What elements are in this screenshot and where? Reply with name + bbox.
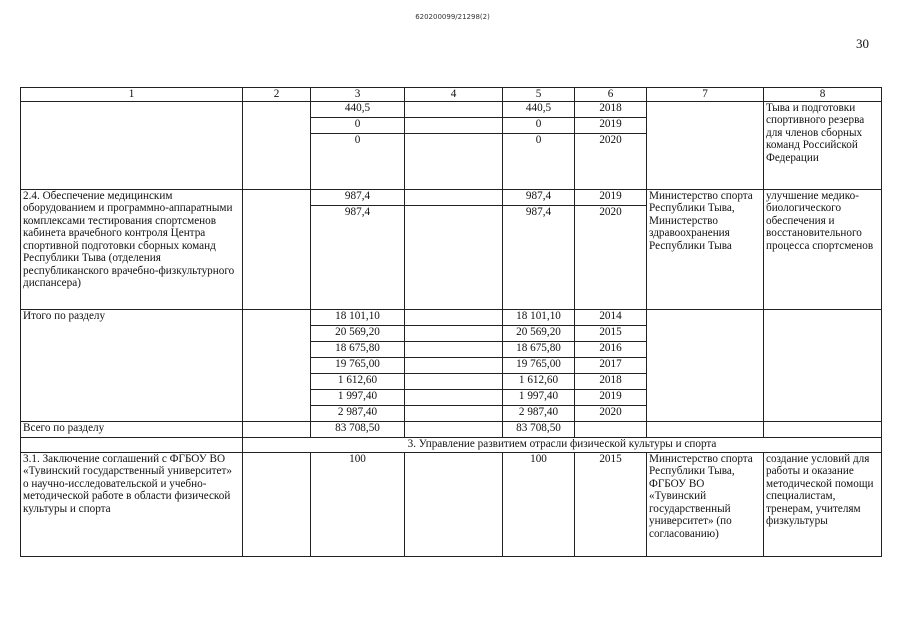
value-cell: 18 101,10 xyxy=(311,309,405,325)
empty-cell xyxy=(243,452,311,556)
value-cell: 1 612,60 xyxy=(503,373,575,389)
empty-cell xyxy=(21,437,243,452)
value-cell: 100 xyxy=(311,452,405,556)
empty-cell xyxy=(405,405,503,421)
table-row xyxy=(21,421,882,437)
empty-cell xyxy=(405,452,503,556)
year-cell: 2016 xyxy=(575,341,647,357)
item-name-cell: 3.1. Заключение соглашений с ФГБОУ ВО «Тувинский государственный университет» о научно-исследовательской и учебно-методической работе в области физической культуры и спорта xyxy=(21,452,243,556)
year-cell: 2020 xyxy=(575,205,647,309)
col-header-7: 7 xyxy=(647,88,764,102)
result-cell: Тыва и подготовки спортивного резерва для членов сборных команд Российской Федерации xyxy=(764,101,882,189)
year-cell: 2020 xyxy=(575,133,647,189)
col-header-5: 5 xyxy=(503,88,575,102)
value-cell: 1 612,60 xyxy=(311,373,405,389)
value-cell: 19 765,00 xyxy=(503,357,575,373)
empty-cell xyxy=(405,389,503,405)
executor-cell: Министерство спорта Республики Тыва, ФГБОУ ВО «Тувинский государственный университет» (по согласованию) xyxy=(647,452,764,556)
year-cell: 2017 xyxy=(575,357,647,373)
executor-cell: Министерство спорта Республики Тыва, Министерство здравоохранения Республики Тыва xyxy=(647,189,764,309)
value-cell: 2 987,40 xyxy=(503,405,575,421)
col-header-4: 4 xyxy=(405,88,503,102)
value-cell: 0 xyxy=(503,133,575,189)
year-cell: 2018 xyxy=(575,373,647,389)
value-cell: 2 987,40 xyxy=(311,405,405,421)
empty-cell xyxy=(405,421,503,437)
empty-cell xyxy=(405,373,503,389)
empty-cell xyxy=(647,309,764,421)
value-cell: 0 xyxy=(311,117,405,133)
col-header-8: 8 xyxy=(764,88,882,102)
year-cell: 2015 xyxy=(575,325,647,341)
section-title-row xyxy=(21,437,882,452)
table-row xyxy=(21,189,882,205)
empty-cell xyxy=(647,101,764,189)
empty-cell xyxy=(764,421,882,437)
col-header-6: 6 xyxy=(575,88,647,102)
value-cell: 440,5 xyxy=(311,101,405,117)
year-cell: 2015 xyxy=(575,452,647,556)
year-cell: 2019 xyxy=(575,117,647,133)
empty-cell xyxy=(243,421,311,437)
value-cell: 987,4 xyxy=(503,189,575,205)
year-cell: 2014 xyxy=(575,309,647,325)
value-cell: 18 675,80 xyxy=(503,341,575,357)
value-cell: 83 708,50 xyxy=(311,421,405,437)
value-cell: 987,4 xyxy=(311,205,405,309)
section-title: 3. Управление развитием отрасли физической культуры и спорта xyxy=(243,437,882,452)
value-cell: 100 xyxy=(503,452,575,556)
document-id: 620200099/21298(2) xyxy=(415,13,490,21)
empty-cell xyxy=(405,133,503,189)
empty-cell xyxy=(575,421,647,437)
empty-cell xyxy=(405,189,503,205)
empty-cell xyxy=(243,189,311,309)
value-cell: 0 xyxy=(503,117,575,133)
value-cell: 20 569,20 xyxy=(503,325,575,341)
page-number: 30 xyxy=(856,36,869,51)
col-header-1: 1 xyxy=(21,88,243,102)
year-cell: 2020 xyxy=(575,405,647,421)
value-cell: 20 569,20 xyxy=(311,325,405,341)
empty-cell xyxy=(405,325,503,341)
value-cell: 987,4 xyxy=(503,205,575,309)
empty-cell xyxy=(647,421,764,437)
empty-cell xyxy=(764,309,882,421)
empty-cell xyxy=(21,101,243,189)
value-cell: 1 997,40 xyxy=(311,389,405,405)
table-row xyxy=(21,101,882,117)
empty-cell xyxy=(405,117,503,133)
result-cell: улучшение медико-биологического обеспечения и восстановительного процесса спортсменов xyxy=(764,189,882,309)
empty-cell xyxy=(405,205,503,309)
column-number-row xyxy=(21,88,882,102)
col-header-2: 2 xyxy=(243,88,311,102)
year-cell: 2019 xyxy=(575,189,647,205)
year-cell: 2019 xyxy=(575,389,647,405)
grand-total-label: Всего по разделу xyxy=(21,421,243,437)
year-cell: 2018 xyxy=(575,101,647,117)
value-cell: 1 997,40 xyxy=(503,389,575,405)
empty-cell xyxy=(405,341,503,357)
empty-cell xyxy=(405,101,503,117)
empty-cell xyxy=(243,101,311,189)
value-cell: 18 101,10 xyxy=(503,309,575,325)
result-cell: создание условий для работы и оказание методической помощи специалистам, тренерам, учителям физкультуры xyxy=(764,452,882,556)
table-row xyxy=(21,309,882,325)
value-cell: 19 765,00 xyxy=(311,357,405,373)
value-cell: 987,4 xyxy=(311,189,405,205)
value-cell: 0 xyxy=(311,133,405,189)
section-total-label: Итого по разделу xyxy=(21,309,243,421)
empty-cell xyxy=(243,309,311,421)
empty-cell xyxy=(405,309,503,325)
col-header-3: 3 xyxy=(311,88,405,102)
empty-cell xyxy=(405,357,503,373)
value-cell: 18 675,80 xyxy=(311,341,405,357)
value-cell: 440,5 xyxy=(503,101,575,117)
table-row xyxy=(21,452,882,556)
budget-table xyxy=(20,87,882,557)
value-cell: 83 708,50 xyxy=(503,421,575,437)
item-name-cell: 2.4. Обеспечение медицинским оборудованием и программно-аппаратными комплексами тестирования спортсменов кабинета врачебного контроля Центра спортивной подготовки сборных команд Республики Тыва (отделения республиканского врачебно-физкультурного диспансера) xyxy=(21,189,243,309)
